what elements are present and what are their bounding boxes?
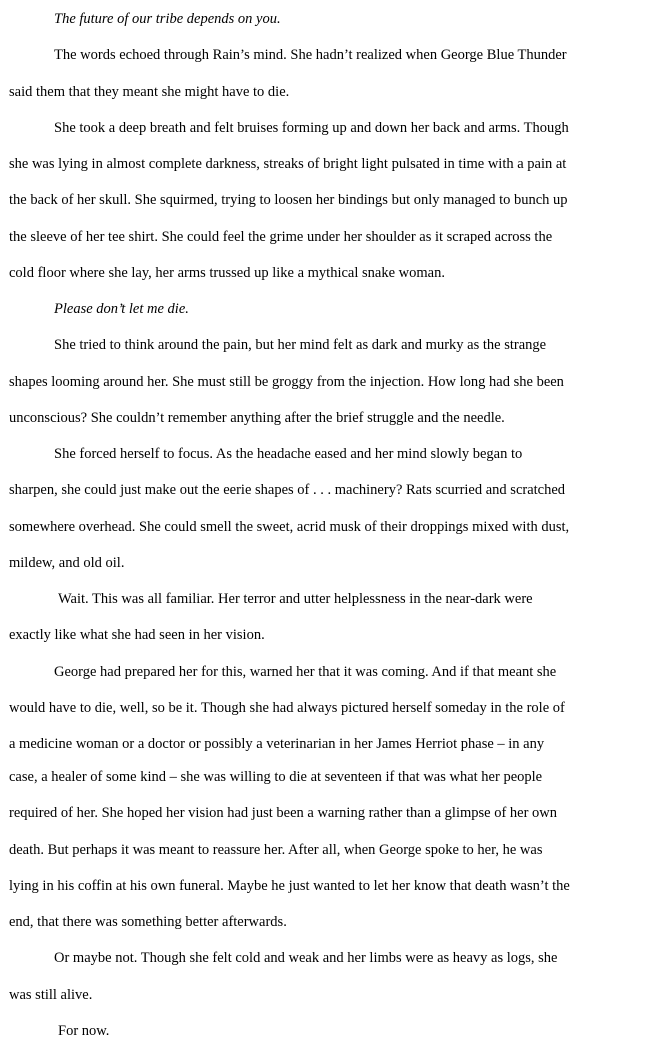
paragraph-line: Or maybe not. Though she felt cold and weak and her limbs were as heavy as logs, she	[54, 950, 558, 966]
paragraph-line: a medicine woman or a doctor or possibly a veterinarian in her James Herriot phase – in any	[9, 736, 545, 752]
paragraph-line: George had prepared her for this, warned her that it was coming. And if that meant she	[54, 664, 557, 680]
paragraph-line: Wait. This was all familiar. Her terror and utter helplessness in the near-dark were	[58, 591, 533, 607]
paragraph-line: death. But perhaps it was meant to reassure her. After all, when George spoke to her, he was	[9, 842, 543, 858]
paragraph-line: mildew, and old oil.	[9, 555, 125, 571]
paragraph-line: shapes looming around her. She must still be groggy from the injection. How long had she been	[9, 374, 564, 390]
paragraph-line: would have to die, well, so be it. Though she had always pictured herself someday in the role of	[9, 700, 565, 716]
paragraph-line: the sleeve of her tee shirt. She could feel the grime under her shoulder as it scraped across the	[9, 229, 553, 245]
paragraph-line: said them that they meant she might have to die.	[9, 84, 290, 100]
paragraph-line: sharpen, she could just make out the eerie shapes of . . . machinery? Rats scurried and scratched	[9, 482, 566, 498]
paragraph-line: she was lying in almost complete darkness, streaks of bright light pulsated in time with a pain at	[9, 156, 567, 172]
paragraph-line: The words echoed through Rain’s mind. She hadn’t realized when George Blue Thunder	[54, 47, 567, 63]
paragraph-line: somewhere overhead. She could smell the sweet, acrid musk of their droppings mixed with dust,	[9, 519, 570, 535]
paragraph-line: cold floor where she lay, her arms trussed up like a mythical snake woman.	[9, 265, 445, 281]
italic-thought-line: The future of our tribe depends on you.	[54, 11, 281, 27]
italic-thought-line: Please don’t let me die.	[54, 301, 189, 317]
paragraph-line: the back of her skull. She squirmed, trying to loosen her bindings but only managed to bunch up	[9, 192, 568, 208]
paragraph-line: She tried to think around the pain, but her mind felt as dark and murky as the strange	[54, 337, 547, 353]
paragraph-line: was still alive.	[9, 987, 93, 1003]
paragraph-line: For now.	[58, 1023, 110, 1039]
paragraph-line: She took a deep breath and felt bruises forming up and down her back and arms. Though	[54, 120, 569, 136]
paragraph-line: She forced herself to focus. As the headache eased and her mind slowly began to	[54, 446, 523, 462]
paragraph-line: lying in his coffin at his own funeral. Maybe he just wanted to let her know that death wasn’t the	[9, 878, 570, 894]
paragraph-line: exactly like what she had seen in her vision.	[9, 627, 265, 643]
paragraph-line: case, a healer of some kind – she was willing to die at seventeen if that was what her people	[9, 769, 543, 785]
paragraph-line: required of her. She hoped her vision had just been a warning rather than a glimpse of her own	[9, 805, 558, 821]
paragraph-line: end, that there was something better afterwards.	[9, 914, 287, 930]
paragraph-line: unconscious? She couldn’t remember anything after the brief struggle and the needle.	[9, 410, 505, 426]
